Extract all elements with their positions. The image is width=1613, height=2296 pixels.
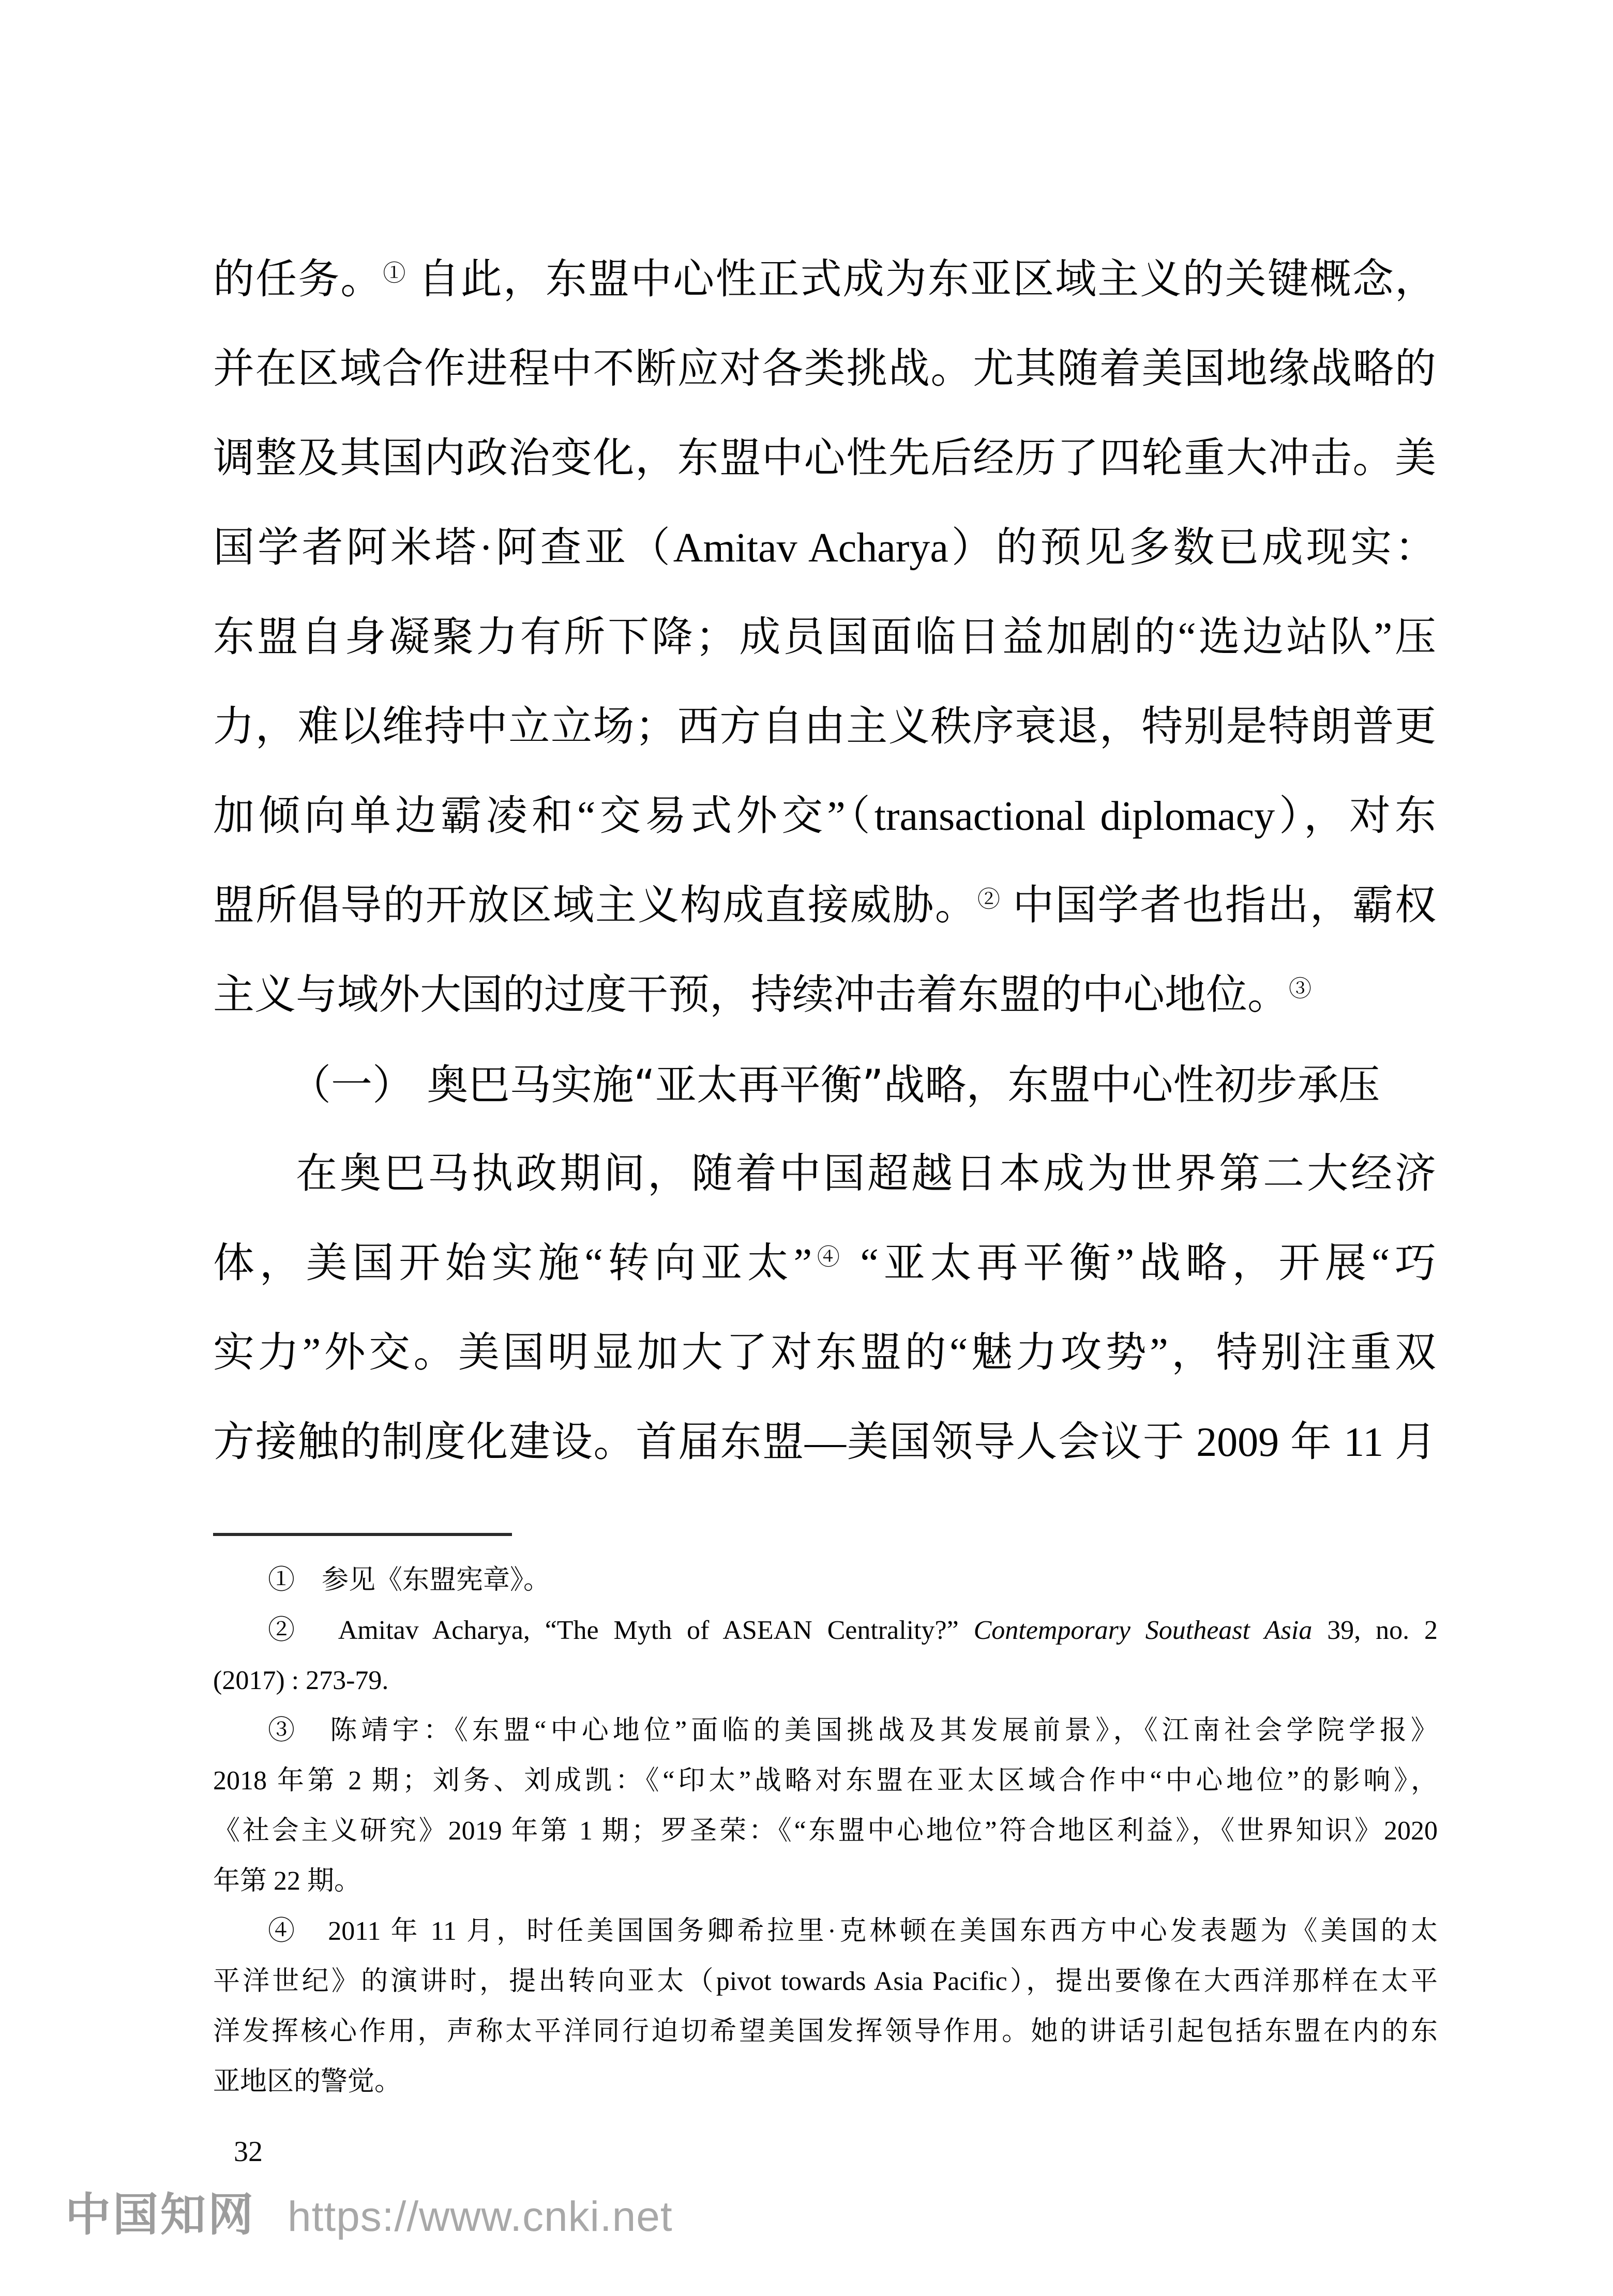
line-text: 方接触的制度化建设。首届东盟—美国领导人会议于 2009 年 11 月 (213, 1420, 1436, 1465)
footnote-text: 亚地区的警觉。 (213, 2067, 402, 2096)
footnote-line (213, 1655, 1438, 1706)
body-line (213, 1398, 1436, 1487)
line-text: 实力”外交。美国明显加大了对东盟的“魅力攻势”，特别注重双 (213, 1330, 1436, 1376)
body-line (213, 861, 1436, 951)
line-text: “亚太再平衡”战略，开展“巧 (845, 1241, 1436, 1286)
footnote-ref-2: ② (977, 886, 1001, 912)
main-text-block (213, 235, 1436, 1487)
footnote-line (213, 1806, 1438, 1856)
footnote-separator (213, 1533, 512, 1536)
line-text: 自此，东盟中心性正式成为东亚区域主义的关键概念， (406, 257, 1436, 302)
line-text: 的任务。 (213, 257, 383, 302)
section-heading: （一） 奥巴马实施“亚太再平衡”战略，东盟中心性初步承压 (290, 1061, 1380, 1109)
line-text: 在奥巴马执政期间，随着中国超越日本成为世界第二大经济 (296, 1151, 1436, 1197)
line-text: 主义与域外大国的过度干预，持续冲击着东盟的中心地位。 (213, 972, 1289, 1018)
line-text: 力，难以维持中立立场；西方自由主义秩序衰退，特别是特朗普更 (213, 704, 1436, 750)
body-line (213, 682, 1436, 772)
line-text: 东盟自身凝聚力有所下降；成员国面临日益加剧的“选边站队”压 (213, 615, 1436, 660)
footnote-line (213, 1756, 1438, 1806)
line-text: 国学者阿米塔·阿查亚（Amitav Acharya）的预见多数已成现实： (213, 525, 1436, 571)
line-text: 体，美国开始实施“转向亚太” (213, 1241, 812, 1286)
body-line (213, 235, 1436, 325)
footnote-line (213, 2057, 1438, 2107)
footnotes-block (213, 1555, 1438, 2107)
body-line (213, 1309, 1436, 1398)
footnote-italic-text: Contemporary Southeast Asia (973, 1616, 1313, 1645)
line-text: 加倾向单边霸凌和“交易式外交”（transactional diplomacy），对东 (213, 794, 1436, 839)
footnote-ref-1: ① (383, 260, 407, 286)
footnote-line (213, 1605, 1438, 1655)
line-text: 盟所倡导的开放区域主义构成直接威胁。 (213, 883, 977, 929)
body-line (213, 951, 1436, 1040)
line-text: 中国学者也指出，霸权 (1001, 883, 1436, 929)
cnki-watermark-url: https://www.cnki.net (288, 2193, 673, 2240)
body-line (213, 772, 1436, 861)
line-text: 并在区域合作进程中不断应对各类挑战。尤其随着美国地缘战略的 (213, 346, 1436, 392)
footnote-line (213, 1956, 1438, 2006)
body-line (213, 504, 1436, 593)
footnote-text: 洋发挥核心作用，声称太平洋同行迫切希望美国发挥领导作用。她的讲话引起包括东盟在内的东 (213, 2017, 1438, 2046)
footnote-text: ② Amitav Acharya, “The Myth of ASEAN Centrality?” (268, 1616, 974, 1645)
footnote-line (213, 1555, 1438, 1605)
body-line (213, 1219, 1436, 1309)
footnote-text: 2018 年第 2 期；刘务、刘成凯：《“印太”战略对东盟在亚太区域合作中“中心地位”的影响》， (213, 1766, 1438, 1796)
body-line (213, 593, 1436, 682)
footnote-text: 年第 22 期。 (213, 1866, 361, 1896)
body-line (213, 1130, 1436, 1219)
body-line (213, 325, 1436, 414)
footnote-ref-4: ④ (812, 1244, 845, 1270)
footnote-text: ① 参见《东盟宪章》。 (268, 1565, 551, 1595)
footnote-ref-3: ③ (1289, 976, 1311, 1001)
page-number: 32 (234, 2136, 263, 2168)
line-text: 调整及其国内政治变化，东盟中心性先后经历了四轮重大冲击。美 (213, 436, 1436, 481)
footnote-line (213, 1856, 1438, 1906)
footnote-text: ③ 陈靖宇：《东盟“中心地位”面临的美国挑战及其发展前景》，《江南社会学院学报》 (268, 1716, 1438, 1745)
footnote-line (213, 1906, 1438, 1956)
body-line (213, 414, 1436, 504)
footnote-text: 平洋世纪》的演讲时，提出转向亚太（pivot towards Asia Pacific），提出要像在大西洋那样在太平 (213, 1967, 1438, 1996)
footnote-text: (2017) : 273-79. (213, 1666, 389, 1695)
cnki-watermark-logo: 中国知网 (65, 2188, 256, 2241)
footnote-line (213, 2006, 1438, 2057)
footnote-text: ④ 2011 年 11 月，时任美国国务卿希拉里·克林顿在美国东西方中心发表题为《美国的太 (268, 1917, 1438, 1946)
footnote-line (213, 1706, 1438, 1756)
footnote-text: 39, no. 2 (1312, 1616, 1438, 1645)
footnote-text: 《社会主义研究》2019 年第 1 期；罗圣荣：《“东盟中心地位”符合地区利益》，《世界知识》2020 (213, 1816, 1438, 1846)
